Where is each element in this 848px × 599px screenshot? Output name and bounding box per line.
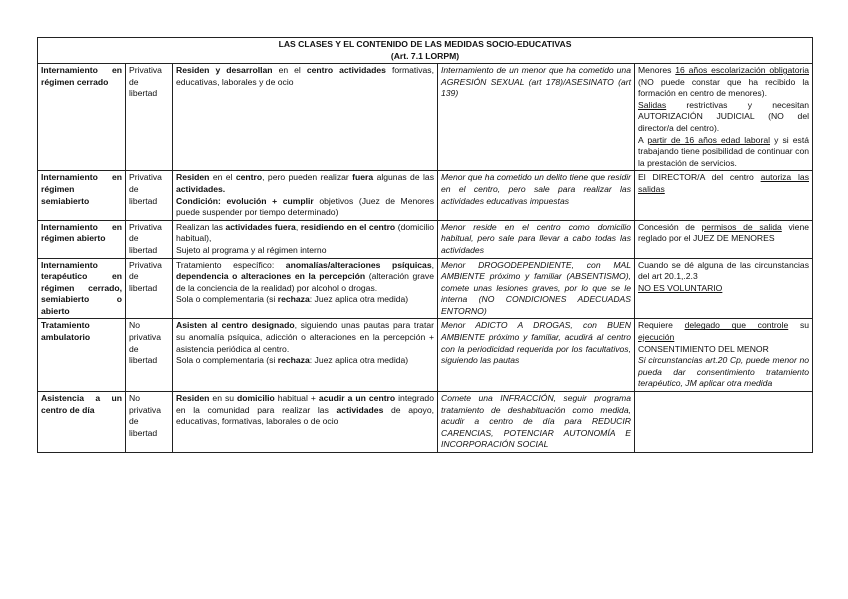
table-row: [38, 220, 813, 258]
desc-fragment: integrado en la comunidad para realizar las: [176, 393, 434, 415]
note-paragraph: [638, 222, 809, 245]
desc-fragment: Sola o complementaria (si: [176, 355, 278, 366]
note-fragment: Si circunstancias art.20 Cp, puede menor no pueda dar consentimiento tratamiento terapéutico, JM aplicar otra medida: [638, 355, 810, 389]
note-paragraph: [638, 100, 809, 135]
note-fragment: ejecución: [638, 332, 675, 343]
note-fragment: El DIRECTOR/A del centro: [638, 172, 761, 183]
note-paragraph: [638, 135, 809, 170]
desc-fragment: rechaza: [277, 294, 310, 305]
note-fragment: Salidas: [638, 99, 667, 110]
note-paragraph: [638, 283, 809, 295]
desc-fragment: ,: [431, 259, 434, 270]
desc-fragment: Condición: evolución + cumplir: [176, 195, 314, 206]
table-row: [38, 392, 813, 453]
note-fragment: Requiere: [638, 320, 685, 331]
measure-example: Comete una INFRACCIÓN, seguir programa tratamiento de deshabituación como medida, acudir a centro de día para REDUCIR CARENCIAS, POTENCIAR AUTONOMÍA E INCORPORACIÓN SOCIAL: [438, 392, 635, 453]
desc-fragment: habitual +: [274, 393, 319, 404]
note-fragment: partir de 16 años edad laboral: [647, 134, 771, 145]
note-paragraph: [638, 260, 809, 283]
desc-fragment: actividades fuera: [225, 221, 296, 232]
measure-description: [173, 220, 438, 258]
measure-notes: [635, 319, 813, 392]
note-fragment: Menores: [638, 65, 676, 75]
table-row: [38, 64, 813, 171]
title-row: [38, 38, 813, 64]
desc-fragment: (domicilio habitual),: [176, 221, 434, 244]
desc-fragment: , pero pueden realizar: [262, 172, 353, 183]
desc-fragment: actividades: [336, 404, 384, 415]
desc-fragment: Residen y desarrollan: [176, 65, 273, 75]
desc-fragment: fuera: [352, 172, 374, 183]
desc-fragment: Residen: [176, 393, 210, 404]
desc-fragment: , siguiendo unas pautas para tratar su anomalía psíquica, adicción o alteraciones en la percepción + asistencia periódica al centro.: [176, 320, 434, 354]
desc-fragment: en su: [209, 393, 238, 404]
desc-fragment: en el: [209, 172, 236, 183]
note-fragment: 16 años escolarización obligatoria: [675, 65, 810, 75]
measure-type: No privativa de libertad: [126, 319, 173, 392]
measure-example: Menor reside en el centro como domicilio habitual, pero sale para llevar a cabo todas las actividades: [438, 220, 635, 258]
note-fragment: (NO puede constar que ha recibido la formación en centro de menores).: [638, 76, 810, 99]
desc-fragment: acudir a un centro: [318, 393, 396, 404]
note-fragment: delegado que controle: [684, 320, 789, 331]
note-paragraph: [638, 172, 809, 195]
desc-fragment: Residen: [176, 172, 210, 183]
desc-fragment: objetivos (Juez de Menores puede suspender por tiempo determinado): [176, 195, 434, 218]
note-paragraph: [638, 65, 809, 100]
desc-fragment: Asisten al centro designado: [176, 320, 295, 331]
measure-type: No privativa de libertad: [126, 392, 173, 453]
measure-name: Internamiento terapéutico en régimen cerrado, semiabierto o abierto: [38, 258, 126, 319]
measure-description: [173, 258, 438, 319]
desc-fragment: Sujeto al programa y al régimen interno: [176, 244, 327, 255]
note-fragment: y si está trabajando tiene posibilidad de continuar con la prestación de servicios.: [638, 134, 810, 168]
measure-type: Privativa de libertad: [126, 258, 173, 319]
table-row: [38, 258, 813, 319]
note-paragraph: [638, 320, 809, 343]
table-subtitle: (Art. 7.1 LORPM): [390, 50, 460, 61]
desc-fragment: anomalías/alteraciones psíquicas: [285, 259, 432, 270]
measure-description: [173, 392, 438, 453]
note-fragment: permisos de salida: [701, 221, 782, 232]
note-paragraph: [638, 355, 809, 390]
measure-type: Privativa de libertad: [126, 220, 173, 258]
table-row: [38, 319, 813, 392]
measure-notes: [635, 171, 813, 220]
measure-notes: [635, 258, 813, 319]
desc-fragment: centro actividades: [306, 65, 386, 75]
desc-fragment: centro: [235, 172, 263, 183]
note-paragraph: [638, 344, 809, 356]
desc-fragment: Realizan las: [176, 221, 226, 232]
desc-fragment: (alteración grave de la conciencia de la realidad) por alcohol o drogas.: [176, 271, 434, 293]
note-fragment: NO ES VOLUNTARIO: [638, 282, 723, 293]
table-title-cell: [38, 38, 813, 64]
desc-fragment: Sola o complementaria (si: [176, 294, 278, 305]
table-row: [38, 171, 813, 220]
note-fragment: CONSENTIMIENTO DEL MENOR: [638, 343, 769, 354]
measure-notes: [635, 64, 813, 171]
measure-type: Privativa de libertad: [126, 171, 173, 220]
measures-table: [37, 37, 813, 453]
note-fragment: autoriza las salidas: [638, 172, 809, 194]
note-fragment: Concesión de: [638, 221, 702, 232]
note-fragment: su: [788, 320, 810, 331]
note-fragment: restrictivas y necesitan AUTORIZACIÓN JUDICIAL (NO del director/a del centro).: [638, 99, 810, 133]
measure-type: Privativa de libertad: [126, 64, 173, 171]
measure-example: Menor DROGODEPENDIENTE, con MAL AMBIENTE próximo y familiar (ABSENTISMO), comete unas lesiones graves, por lo que se le interna (NO CONDICIONES ADECUADAS ENTORNO): [438, 258, 635, 319]
measure-name: Internamiento en régimen semiabierto: [38, 171, 126, 220]
desc-fragment: : Juez aplica otra medida): [309, 355, 409, 366]
measure-name: Internamiento en régimen cerrado: [38, 64, 126, 171]
desc-fragment: domicilio: [237, 393, 275, 404]
measure-example: Internamiento de un menor que ha cometido una AGRESIÓN SEXUAL (art 178)/ASESINATO (art 139): [438, 64, 635, 171]
table-title: LAS CLASES Y EL CONTENIDO DE LAS MEDIDAS SOCIO-EDUCATIVAS: [278, 39, 572, 49]
note-fragment: viene reglado por el JUEZ DE MENORES: [638, 221, 810, 244]
measure-notes: [635, 392, 813, 453]
measure-name: Tratamiento ambulatorio: [38, 319, 126, 392]
note-fragment: A: [638, 134, 648, 145]
measure-notes: [635, 220, 813, 258]
note-fragment: Cuando se dé alguna de las circunstancias del art 20.1,.2.3: [638, 259, 810, 282]
desc-fragment: actividades.: [176, 183, 226, 194]
measure-name: Asistencia a un centro de día: [38, 392, 126, 453]
measure-description: [173, 319, 438, 392]
desc-fragment: formativas, educativas, laborales y de ocio: [176, 65, 434, 87]
desc-fragment: : Juez aplica otra medida): [309, 294, 409, 305]
measure-description: [173, 171, 438, 220]
measure-name: Internamiento en régimen abierto: [38, 220, 126, 258]
desc-fragment: de apoyo, educativas, formativas, laborales o de ocio: [176, 404, 434, 427]
desc-fragment: residiendo en el centro: [300, 221, 396, 232]
desc-fragment: rechaza: [277, 355, 310, 366]
desc-fragment: algunas de las: [373, 172, 434, 183]
measure-example: Menor ADICTO A DROGAS, con BUEN AMBIENTE próximo y familiar, acudirá al centro con la periodicidad requerida por los facultativos, siguiendo las pautas: [438, 319, 635, 392]
measure-description: [173, 64, 438, 171]
desc-fragment: dependencia o alteraciones en la percepción: [176, 271, 366, 282]
measure-example: Menor que ha cometido un delito tiene que residir en el centro, pero sale para realizar las actividades educativas impuestas: [438, 171, 635, 220]
desc-fragment: en el: [272, 65, 307, 75]
desc-fragment: ,: [295, 221, 301, 232]
desc-fragment: Tratamiento específico:: [176, 259, 286, 270]
